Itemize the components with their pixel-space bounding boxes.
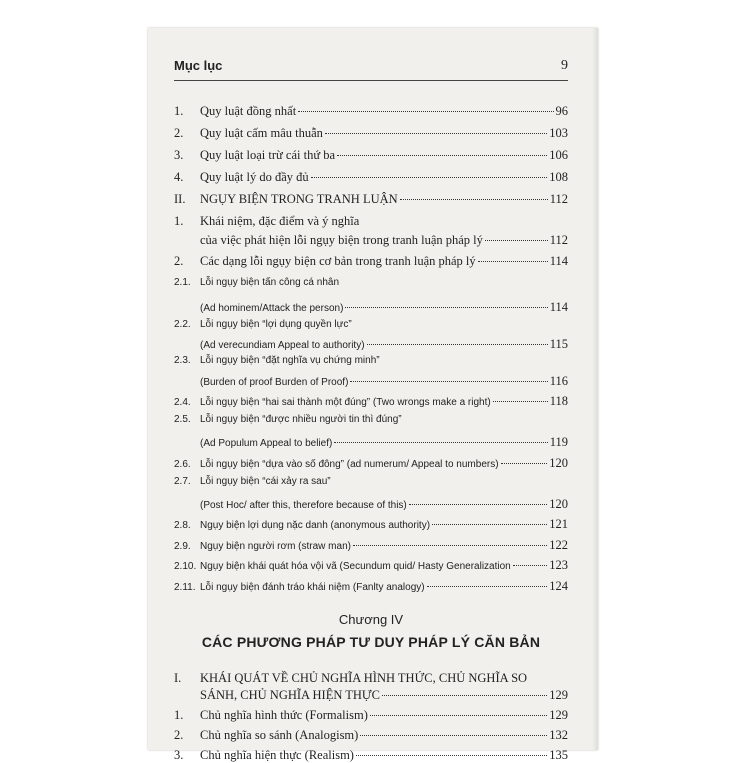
leader-dots — [345, 307, 547, 308]
entry-title: KHÁI QUÁT VỀ CHỦ NGHĨA HÌNH THỨC, CHỦ NGHĨA SO — [200, 671, 528, 685]
entry-number: 2.6. — [174, 459, 191, 470]
book-page — [148, 28, 598, 762]
entry-page: 118 — [549, 394, 568, 408]
entry-page: 123 — [549, 558, 568, 572]
entry-title: Quy luật lý do đầy đủ — [200, 170, 309, 184]
entry-title: Chủ nghĩa hiện thực (Realism) — [200, 748, 354, 762]
toc-entry-continuation — [200, 337, 568, 352]
leader-dots — [367, 344, 548, 345]
toc-entry-first-line — [174, 414, 568, 425]
entry-number: 2. — [174, 126, 184, 140]
leader-dots — [478, 261, 548, 262]
leader-dots — [356, 755, 547, 756]
toc-entry-first-line — [174, 671, 568, 686]
entry-page: 119 — [549, 435, 568, 449]
entry-number: 1. — [174, 214, 184, 228]
entry-page: 116 — [549, 374, 568, 388]
entry-title: Quy luật cấm mâu thuẫn — [200, 126, 323, 140]
entry-title: Chủ nghĩa so sánh (Analogism) — [200, 728, 359, 742]
entry-title: Khái niệm, đặc điểm và ý nghĩa — [200, 214, 360, 228]
entry-title-continued: (Ad hominem/Attack the person) — [200, 303, 344, 314]
entry-number: 2. — [174, 728, 184, 742]
entry-title: Lỗi ngụy biện “cái xảy ra sau” — [200, 476, 331, 487]
toc-entry — [174, 126, 568, 141]
entry-number: 2.9. — [174, 541, 191, 552]
header-page-number: 9 — [561, 58, 568, 73]
toc-entry — [174, 708, 568, 723]
toc-entry — [174, 748, 568, 763]
entry-page: 114 — [549, 300, 568, 314]
toc-entry-first-line — [174, 319, 568, 330]
toc-entry-first-line — [174, 476, 568, 487]
entry-number: 2.10. — [174, 561, 197, 572]
leader-dots — [311, 177, 548, 178]
entry-page: 135 — [549, 748, 568, 762]
toc-entry — [174, 728, 568, 743]
entry-page: 114 — [549, 254, 568, 268]
entry-number: 2.7. — [174, 476, 191, 487]
entry-title: Quy luật loại trừ cái thứ ba — [200, 148, 336, 162]
chapter-title: CÁC PHƯƠNG PHÁP TƯ DUY PHÁP LÝ CĂN BẢN — [201, 634, 541, 650]
leader-dots — [382, 695, 547, 696]
entry-number: 3. — [174, 148, 184, 162]
entry-number: II. — [174, 192, 186, 206]
toc-entry — [174, 254, 568, 269]
entry-page: 121 — [549, 517, 568, 531]
entry-title-continued: của việc phát hiện lỗi ngụy biện trong tranh luận pháp lý — [200, 233, 483, 247]
leader-dots — [409, 504, 547, 505]
entry-title-continued: (Ad verecundiam Appeal to authority) — [200, 340, 365, 351]
page-shadow — [592, 28, 598, 750]
entry-title-continued: (Post Hoc/ after this, therefore because of this) — [200, 500, 407, 511]
entry-number: 2. — [174, 254, 184, 268]
toc-entry — [174, 456, 568, 471]
entry-title: Lỗi ngụy biện tấn công cá nhân — [200, 277, 339, 288]
toc-entry — [174, 558, 568, 573]
leader-dots — [493, 401, 548, 402]
entry-page: 129 — [549, 708, 568, 722]
leader-dots — [337, 155, 547, 156]
toc-entry-continuation — [200, 497, 568, 512]
entry-page: 124 — [549, 579, 568, 593]
entry-number: 2.8. — [174, 520, 191, 531]
entry-title: Lỗi ngụy biện “đặt nghĩa vụ chứng minh” — [200, 355, 380, 366]
toc-entry — [174, 538, 568, 553]
leader-dots — [432, 524, 547, 525]
entry-title: Ngụy biện khái quát hóa vội vã (Secundum quid/ Hasty Generalization — [200, 561, 511, 572]
entry-title: Lỗi ngụy biện đánh tráo khái niệm (Fanlty analogy) — [200, 582, 425, 593]
leader-dots — [360, 735, 547, 736]
entry-page: 103 — [549, 126, 568, 140]
toc-entry-continuation — [200, 233, 568, 248]
entry-number: 2.3. — [174, 355, 191, 366]
chapter-label: Chương IV — [338, 612, 404, 627]
entry-page: 122 — [549, 538, 568, 552]
entry-page: 132 — [549, 728, 568, 742]
toc-entry — [174, 148, 568, 163]
entry-number: 1. — [174, 104, 184, 118]
entry-title: Lỗi ngụy biện “được nhiều người tin thì đúng” — [200, 414, 402, 425]
leader-dots — [353, 545, 547, 546]
leader-dots — [298, 111, 553, 112]
leader-dots — [501, 463, 548, 464]
entry-number: 1. — [174, 708, 184, 722]
entry-page: 108 — [549, 170, 568, 184]
entry-title: NGỤY BIỆN TRONG TRANH LUẬN — [200, 192, 398, 206]
page-header — [174, 58, 568, 80]
entry-title: Ngụy biện người rơm (straw man) — [200, 541, 351, 552]
entry-page: 120 — [549, 497, 568, 511]
entry-page: 106 — [549, 148, 568, 162]
leader-dots — [400, 199, 548, 200]
toc-entry — [174, 394, 568, 409]
toc-entry-continuation — [200, 688, 568, 703]
entry-number: 2.5. — [174, 414, 191, 425]
entry-page: 129 — [549, 688, 568, 702]
entry-page: 96 — [555, 104, 568, 118]
entry-number: 2.1. — [174, 277, 191, 288]
entry-number: 2.2. — [174, 319, 191, 330]
entry-title: Chủ nghĩa hình thức (Formalism) — [200, 708, 368, 722]
toc-section-heading — [174, 192, 568, 207]
leader-dots — [370, 715, 547, 716]
entry-page: 112 — [549, 233, 568, 247]
toc-entry — [174, 170, 568, 185]
entry-title: Lỗi ngụy biện “dựa vào số đông” (ad numerum/ Appeal to numbers) — [200, 459, 499, 470]
header-title: Mục lục — [174, 58, 223, 73]
toc-entry — [174, 579, 568, 594]
entry-page: 115 — [549, 337, 568, 351]
leader-dots — [485, 240, 548, 241]
toc-entry-continuation — [200, 435, 568, 450]
toc-entry-first-line — [174, 277, 568, 288]
leader-dots — [350, 381, 547, 382]
leader-dots — [513, 565, 548, 566]
toc-entry-continuation — [200, 374, 568, 389]
entry-page: 120 — [549, 456, 568, 470]
entry-title-continued: SÁNH, CHỦ NGHĨA HIỆN THỰC — [200, 688, 380, 702]
leader-dots — [325, 133, 547, 134]
toc-entry-first-line — [174, 214, 568, 229]
entry-title: Lỗi ngụy biện “lợi dụng quyền lực” — [200, 319, 352, 330]
toc-entry — [174, 104, 568, 119]
toc-entry — [174, 517, 568, 532]
leader-dots — [427, 586, 548, 587]
entry-number: 3. — [174, 748, 184, 762]
entry-number: 2.11. — [174, 582, 196, 593]
entry-title-continued: (Burden of proof Burden of Proof) — [200, 377, 349, 388]
entry-number: 4. — [174, 170, 184, 184]
entry-title: Các dạng lỗi ngụy biện cơ bản trong tranh luận pháp lý — [200, 254, 476, 268]
toc-entry-first-line — [174, 355, 568, 366]
leader-dots — [334, 442, 547, 443]
entry-number: I. — [174, 671, 182, 685]
entry-number: 2.4. — [174, 397, 191, 408]
entry-title-continued: (Ad Populum Appeal to belief) — [200, 438, 333, 449]
entry-title: Lỗi ngụy biện “hai sai thành một đúng” (Two wrongs make a right) — [200, 397, 491, 408]
entry-title: Ngụy biện lợi dụng nặc danh (anonymous authority) — [200, 520, 431, 531]
entry-page: 112 — [549, 192, 568, 206]
toc-entry-continuation — [200, 300, 568, 315]
entry-title: Quy luật đồng nhất — [200, 104, 297, 118]
header-rule — [174, 80, 568, 81]
